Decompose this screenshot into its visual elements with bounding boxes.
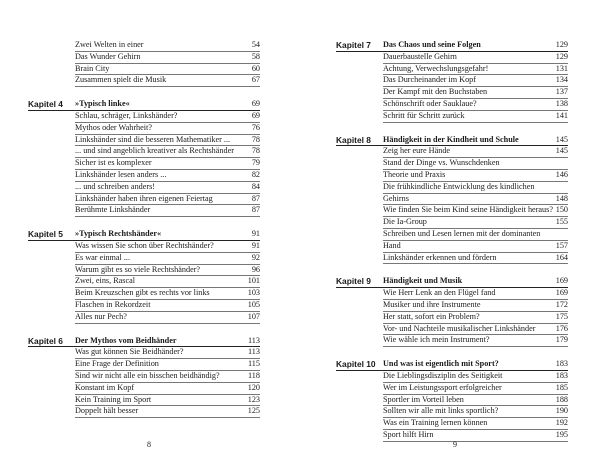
toc-entry xyxy=(383,146,568,158)
chapter-title: Und was ist eigentlich mit Sport? xyxy=(383,359,499,369)
entry-title: Sollten wir alle mit links sportlich? xyxy=(383,406,499,416)
toc-entry xyxy=(383,194,568,206)
entry-title: Wie wähle ich mein Instrument? xyxy=(383,335,490,345)
toc-entry xyxy=(383,241,568,253)
entry-title: Brain City xyxy=(75,63,110,73)
entry-page: 67 xyxy=(251,75,260,85)
entry-page: 176 xyxy=(555,323,568,333)
entry-page: 175 xyxy=(555,311,568,321)
entry-page: 131 xyxy=(555,63,568,73)
toc-entry xyxy=(75,241,260,253)
chapter-block xyxy=(28,229,260,323)
toc-entry xyxy=(383,99,568,111)
toc-entry xyxy=(383,75,568,87)
toc-entry xyxy=(383,217,568,229)
toc-entry xyxy=(75,371,260,383)
chapter-page: 183 xyxy=(555,359,568,369)
toc-entry xyxy=(75,395,260,407)
entry-page: 115 xyxy=(248,359,260,369)
entry-page: 129 xyxy=(555,51,568,61)
chapter-title: Der Mythos vom Beidhänder xyxy=(75,335,177,345)
entry-page: 107 xyxy=(247,311,260,321)
chapter-label: Kapitel 5 xyxy=(28,229,63,240)
chapter-title: Händigkeit in der Kindheit und Schule xyxy=(383,134,519,144)
entry-title: Der Kampf mit den Buchstaben xyxy=(383,87,488,97)
entry-title: Wie Herr Lenk an den Flügel fand xyxy=(383,288,496,298)
entry-title: Gehirns xyxy=(383,193,409,203)
toc-entry xyxy=(383,229,568,241)
entry-list xyxy=(75,111,260,217)
chapter-page: 113 xyxy=(248,335,260,345)
toc-entry xyxy=(383,430,568,442)
entry-page: 120 xyxy=(247,382,260,392)
toc-entry xyxy=(383,335,568,347)
entry-page: 185 xyxy=(555,382,568,392)
chapter-block xyxy=(28,336,260,419)
entry-title: Was gut können Sie Beidhänder? xyxy=(75,347,184,357)
entry-page: 82 xyxy=(251,169,260,179)
toc-entry xyxy=(75,158,260,170)
entry-page: 188 xyxy=(555,394,568,404)
toc-entry xyxy=(75,359,260,371)
chapter-heading xyxy=(336,135,568,147)
toc-entry xyxy=(383,300,568,312)
entry-page: 164 xyxy=(555,252,568,262)
toc-entry xyxy=(383,395,568,407)
entry-title: Her statt, sofort ein Problem? xyxy=(383,311,480,321)
entry-list xyxy=(75,241,260,324)
toc-entry xyxy=(383,64,568,76)
entry-page: 69 xyxy=(251,110,260,120)
toc-entry xyxy=(75,111,260,123)
entry-page: 137 xyxy=(555,87,568,97)
entry-list xyxy=(75,347,260,418)
toc-entry xyxy=(75,170,260,182)
entry-page: 58 xyxy=(251,51,260,61)
entry-page: 172 xyxy=(555,299,568,309)
entry-title: Zwei Welten in einer xyxy=(75,40,144,49)
entry-title: Wer im Leistungssport erfolgreicher xyxy=(383,382,502,392)
entry-page: 150 xyxy=(555,205,568,215)
entry-page: 103 xyxy=(247,288,260,298)
entry-page: 79 xyxy=(251,158,260,168)
chapter-page: 129 xyxy=(555,40,568,49)
toc-entry xyxy=(75,265,260,277)
toc-entry xyxy=(383,418,568,430)
entry-list xyxy=(383,371,568,442)
chapter-block xyxy=(336,135,568,265)
toc-entry xyxy=(75,205,260,217)
entry-title: Alles nur Pech? xyxy=(75,311,127,321)
toc-entry xyxy=(75,146,260,158)
entry-page: 96 xyxy=(251,264,260,274)
chapter-label: Kapitel 9 xyxy=(336,276,371,287)
entry-title: Stand der Dinge vs. Wunschdenken xyxy=(383,158,500,168)
chapter-label: Kapitel 7 xyxy=(336,40,371,50)
toc-entry xyxy=(75,135,260,147)
entry-title: ... und schreiben anders! xyxy=(75,181,156,191)
entry-page: 78 xyxy=(251,134,260,144)
entry-title: Hand xyxy=(383,240,401,250)
toc-entry xyxy=(75,276,260,288)
entry-title: Doppelt hält besser xyxy=(75,406,139,416)
chapter-heading xyxy=(336,276,568,288)
entry-title: Musiker und ihre Instrumente xyxy=(383,299,481,309)
chapter-heading xyxy=(28,229,260,241)
entry-page: 169 xyxy=(555,288,568,298)
entry-title: Sport hilft Hirn xyxy=(383,429,434,439)
entry-title: Schritt für Schritt zurück xyxy=(383,110,465,120)
entry-page: 155 xyxy=(555,217,568,227)
toc-entry xyxy=(75,123,260,135)
chapter-heading xyxy=(28,336,260,348)
toc-entry xyxy=(383,324,568,336)
chapter-block xyxy=(336,40,568,123)
toc-entry xyxy=(383,371,568,383)
entry-list xyxy=(75,40,260,87)
toc-entry xyxy=(75,347,260,359)
entry-page: 113 xyxy=(248,347,260,357)
entry-page: 84 xyxy=(251,181,260,191)
entry-page: 118 xyxy=(248,370,260,380)
entry-title: Berühmte Linkshänder xyxy=(75,205,151,215)
entry-page: 92 xyxy=(251,252,260,262)
entry-title: Das Wunder Gehirn xyxy=(75,51,141,61)
entry-title: Das Durcheinander im Kopf xyxy=(383,75,476,85)
entry-page: 91 xyxy=(251,240,260,250)
chapter-label: Kapitel 4 xyxy=(28,99,63,110)
toc-entry xyxy=(75,52,260,64)
entry-page: 179 xyxy=(555,335,568,345)
entry-page: 87 xyxy=(251,205,260,215)
toc-entry xyxy=(75,182,260,194)
entry-title: Linkshänder sind die besseren Mathematiker ... xyxy=(75,134,231,144)
entry-page: 76 xyxy=(251,122,260,132)
entry-title: Wie finden Sie beim Kind seine Händigkeit heraus? xyxy=(383,205,553,215)
toc-entry xyxy=(75,300,260,312)
page-number: 9 xyxy=(453,440,457,449)
entry-title: Es war einmal ... xyxy=(75,252,131,262)
entry-title: Konstant im Kopf xyxy=(75,382,135,392)
page-number: 8 xyxy=(147,440,151,449)
entry-title: Sportler im Vorteil leben xyxy=(383,394,464,404)
entry-title: Achtung, Verwechslungsgefahr! xyxy=(383,63,489,73)
entry-page: 195 xyxy=(555,429,568,439)
entry-title: Die Ia-Group xyxy=(383,217,427,227)
chapter-heading xyxy=(336,40,568,52)
entry-title: Die frühkindliche Entwicklung des kindlichen xyxy=(383,181,535,191)
entry-title: Warum gibt es so viele Rechtshänder? xyxy=(75,264,201,274)
chapter-block xyxy=(336,359,568,442)
toc-entry xyxy=(75,75,260,87)
entry-title: Eine Frage der Definition xyxy=(75,359,159,369)
entry-title: Theorie und Praxis xyxy=(383,169,446,179)
chapter-heading xyxy=(28,99,260,111)
entry-page: 54 xyxy=(251,40,260,49)
chapter-title: »Typisch linke« xyxy=(75,99,130,109)
entry-page: 190 xyxy=(555,406,568,416)
entry-page: 141 xyxy=(555,110,568,120)
toc-entry xyxy=(383,406,568,418)
toc-entry xyxy=(383,182,568,194)
toc-entry xyxy=(383,158,568,170)
chapter-page: 69 xyxy=(251,99,260,109)
entry-title: Mythos oder Wahrheit? xyxy=(75,122,152,132)
toc-entry xyxy=(75,383,260,395)
entry-title: Zwei, eins, Rascal xyxy=(75,276,136,286)
entry-page: 138 xyxy=(555,98,568,108)
entry-page: 87 xyxy=(251,193,260,203)
toc-entry xyxy=(383,288,568,300)
entry-page: 192 xyxy=(555,418,568,428)
right-page xyxy=(300,0,600,467)
entry-title: Linkshänder lesen anders ... xyxy=(75,169,167,179)
entry-title: Flaschen in Rekordzeit xyxy=(75,299,151,309)
chapter-label: Kapitel 10 xyxy=(336,359,376,370)
chapter-title: Das Chaos und seine Folgen xyxy=(383,40,481,49)
toc-entry xyxy=(383,253,568,265)
chapter-page: 169 xyxy=(555,276,568,286)
toc-entry xyxy=(383,52,568,64)
entry-title: Linkshänder erkennen und fördern xyxy=(383,252,497,262)
chapter-heading xyxy=(336,359,568,371)
chapter-block xyxy=(28,99,260,217)
entry-page: 105 xyxy=(247,299,260,309)
entry-title: Beim Kreuzschen gibt es rechts vor links xyxy=(75,288,210,298)
right-toc xyxy=(336,40,568,454)
entry-title: Schönschrift oder Sauklaue? xyxy=(383,98,477,108)
toc-entry xyxy=(75,194,260,206)
chapter-title: Händigkeit und Musik xyxy=(383,276,463,286)
entry-page: 157 xyxy=(555,240,568,250)
entry-page: 123 xyxy=(247,394,260,404)
entry-title: Linkshänder haben ihren eigenen Feiertag xyxy=(75,193,213,203)
entry-title: Sicher ist es komplexer xyxy=(75,158,152,168)
entry-page: 101 xyxy=(247,276,260,286)
entry-title: Kein Training im Sport xyxy=(75,394,152,404)
entry-title: Was ein Training lernen können xyxy=(383,418,488,428)
entry-list xyxy=(383,52,568,123)
entry-page: 183 xyxy=(555,370,568,380)
left-toc xyxy=(28,40,260,430)
toc-entry xyxy=(383,312,568,324)
entry-title: Vor- und Nachteile musikalischer Linkshänder xyxy=(383,323,536,333)
toc-entry xyxy=(75,64,260,76)
toc-entry xyxy=(383,87,568,99)
toc-entry xyxy=(383,170,568,182)
toc-entry xyxy=(383,111,568,123)
toc-entry xyxy=(75,406,260,418)
entry-page: 145 xyxy=(555,146,568,156)
entry-title: Die Lieblingsdisziplin des Seitigkeit xyxy=(383,370,503,380)
entry-page: 148 xyxy=(555,193,568,203)
entry-page: 60 xyxy=(251,63,260,73)
chapter-title: »Typisch Rechtshänder« xyxy=(75,229,162,239)
entry-title: Was wissen Sie schon über Rechtshänder? xyxy=(75,240,214,250)
entry-page: 146 xyxy=(555,169,568,179)
entry-title: Zusammen spielt die Musik xyxy=(75,75,167,85)
chapter-page: 91 xyxy=(251,229,260,239)
toc-entry xyxy=(75,312,260,324)
toc-entry xyxy=(383,205,568,217)
toc-entry xyxy=(75,288,260,300)
entry-title: Sind wir nicht alle ein bisschen beidhändig? xyxy=(75,370,220,380)
toc-entry xyxy=(383,383,568,395)
entry-title: Schlau, schräger, Linkshänder? xyxy=(75,110,178,120)
chapter-label: Kapitel 6 xyxy=(28,335,63,346)
chapter-label: Kapitel 8 xyxy=(336,134,371,145)
chapter-page: 145 xyxy=(555,134,568,144)
entry-list xyxy=(383,288,568,347)
entry-title: Zeig her eure Hände xyxy=(383,146,451,156)
entry-page: 134 xyxy=(555,75,568,85)
chapter-block xyxy=(28,40,260,87)
entry-title: Dauerbaustelle Gehirn xyxy=(383,51,457,61)
chapter-block xyxy=(336,276,568,347)
entry-page: 125 xyxy=(247,406,260,416)
entry-title: Schreiben und Lesen lernen mit der dominanten xyxy=(383,228,541,238)
entry-title: ... und sind angeblich kreativer als Rechtshänder xyxy=(75,146,234,156)
toc-entry xyxy=(75,253,260,265)
entry-page: 78 xyxy=(251,146,260,156)
entry-list xyxy=(383,146,568,264)
toc-entry xyxy=(75,40,260,52)
